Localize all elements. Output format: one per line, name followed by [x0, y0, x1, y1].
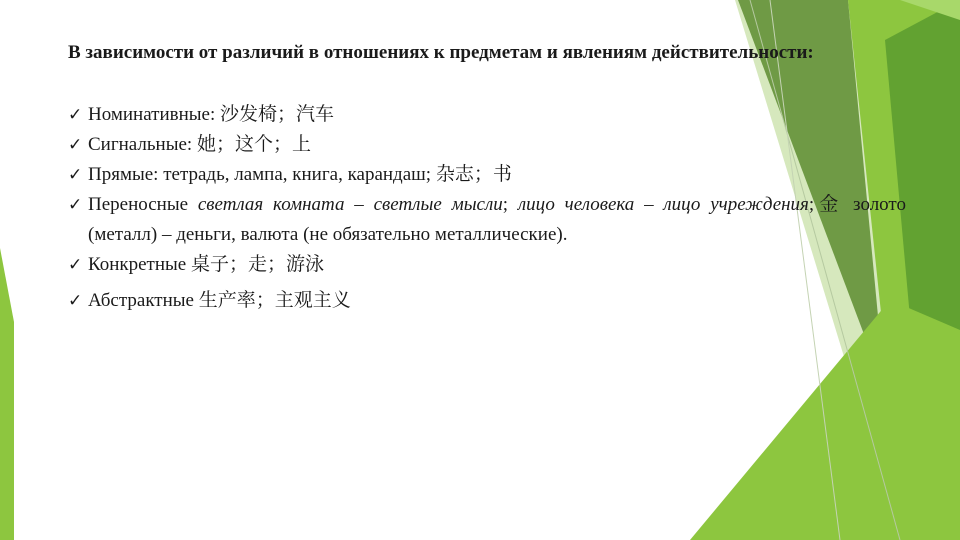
bottom-green-wedge	[690, 300, 960, 540]
checkmark-icon: ✓	[68, 255, 83, 275]
left-green-strip	[0, 248, 14, 540]
list-item-figurative	[68, 190, 906, 250]
list-item-signal	[68, 130, 906, 160]
item-text: Прямые: тетрадь, лампа, книга, карандаш; 杂志；书	[88, 164, 512, 185]
slide-content	[68, 38, 906, 316]
list-item-abstract	[68, 286, 906, 316]
item-tail: ;金 золото (металл) – деньги, валюта (не обязательно металлические).	[88, 194, 906, 245]
list-item-concrete	[68, 250, 906, 280]
slide-heading: В зависимости от различий в отношениях к предметам и явлениям действительности:	[68, 42, 814, 63]
checkmark-icon: ✓	[68, 165, 83, 185]
item-lead: Переносные	[88, 194, 198, 215]
checkmark-icon: ✓	[68, 135, 83, 155]
checkmark-icon: ✓	[68, 105, 83, 125]
item-separator: ;	[502, 194, 518, 215]
item-example-1: светлая комната – светлые мысли	[197, 194, 503, 215]
item-list	[68, 100, 906, 316]
item-text: Абстрактные 生产率；主观主义	[88, 290, 351, 311]
checkmark-icon: ✓	[68, 195, 83, 215]
item-text: Номинативные: 沙发椅；汽车	[88, 104, 334, 125]
item-text: Сигнальные: 她；这个；上	[88, 134, 311, 155]
list-item-direct	[68, 160, 906, 190]
item-example-2: лицо человека – лицо учреждения	[517, 194, 809, 215]
list-item-nominative	[68, 100, 906, 130]
item-text: Конкретные 桌子；走；游泳	[88, 254, 324, 275]
checkmark-icon: ✓	[68, 291, 83, 311]
